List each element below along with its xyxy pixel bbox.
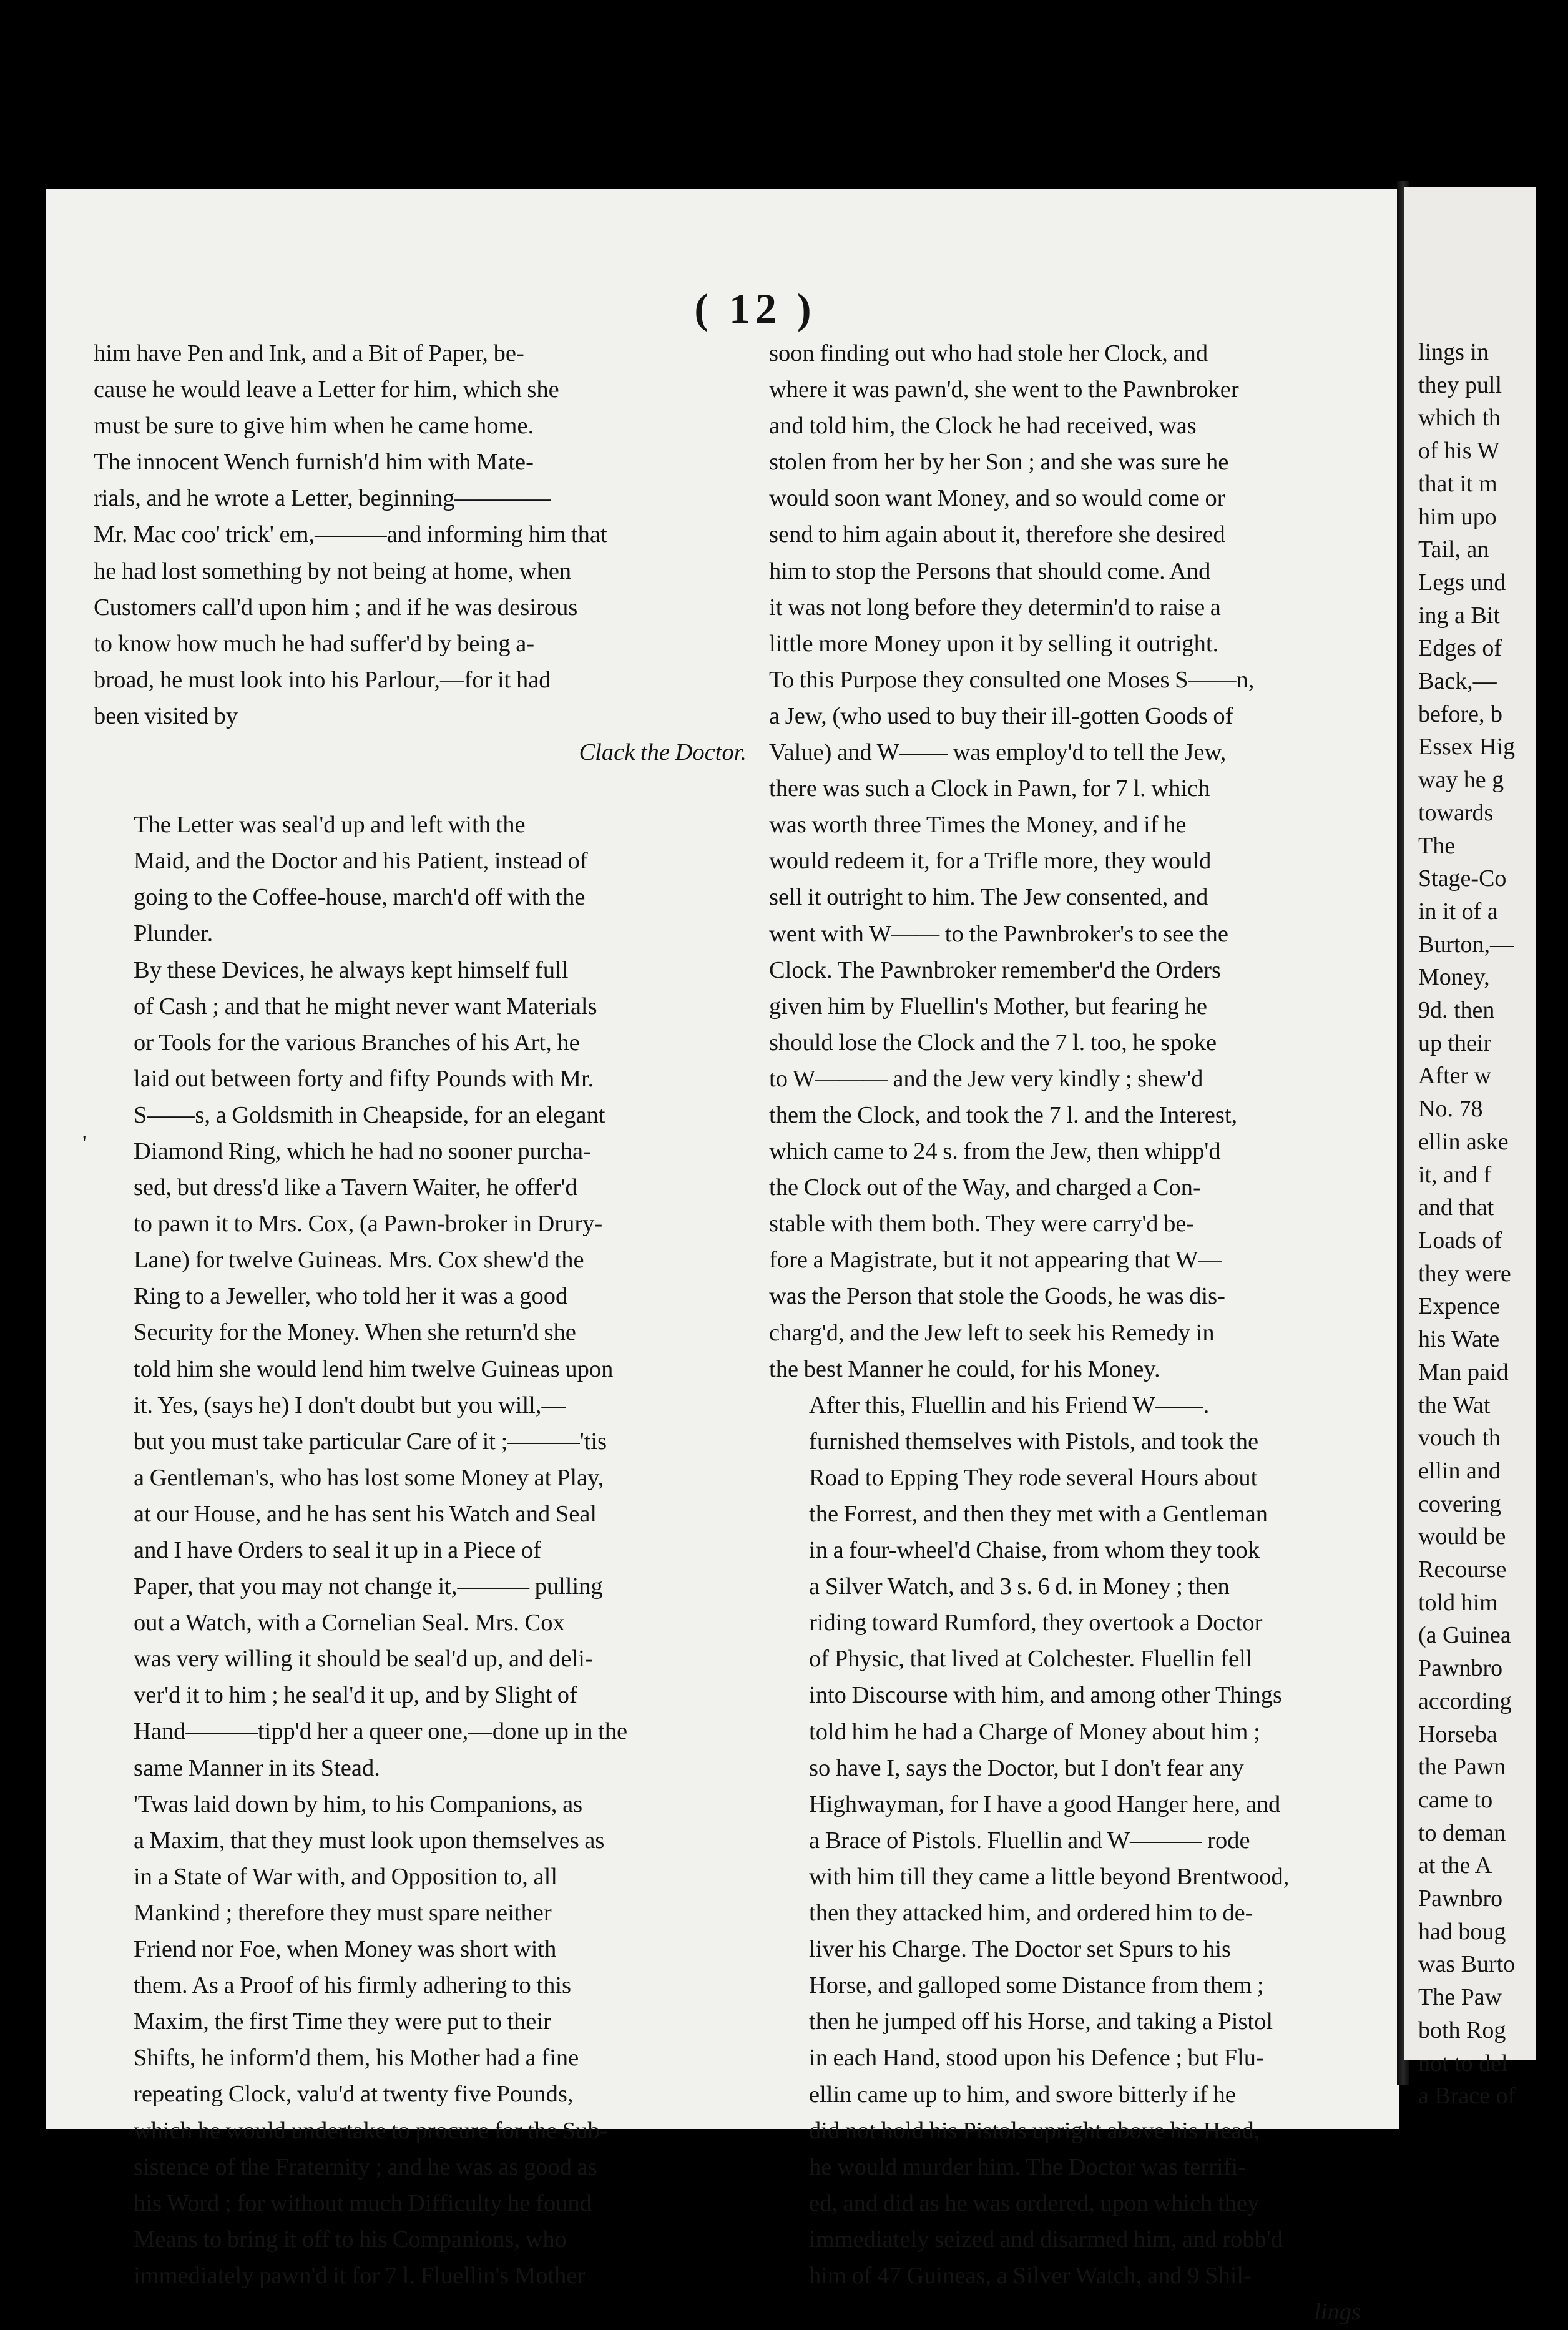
text-line: where it was pawn'd, she went to the Pawnbroker xyxy=(769,376,1239,403)
text-line: charg'd, and the Jew left to seek his Remedy in xyxy=(769,1319,1215,1346)
text-line: not to del xyxy=(1418,2050,1508,2077)
text-line: the Forrest, and then they met with a Gentleman xyxy=(809,1501,1268,1527)
text-line: Legs und xyxy=(1418,569,1506,596)
text-line: Burton,— xyxy=(1418,931,1514,958)
text-line: would be xyxy=(1418,1523,1506,1550)
text-line: his Word ; for without much Difficulty he found xyxy=(134,2190,592,2216)
text-line: ellin and xyxy=(1418,1457,1501,1484)
text-line: Money, xyxy=(1418,964,1490,991)
text-line: it. Yes, (says he) I don't doubt but you will,— xyxy=(134,1392,566,1418)
right-column xyxy=(769,335,1361,2330)
text-line: Tail, an xyxy=(1418,536,1489,563)
text-line: at our House, and he has sent his Watch and Seal xyxy=(134,1500,597,1527)
text-line: both Rog xyxy=(1418,2017,1506,2043)
text-line: Diamond Ring, which he had no sooner purcha- xyxy=(134,1138,591,1164)
text-line: Lane) for twelve Guineas. Mrs. Cox shew'd the xyxy=(134,1247,584,1274)
text-line: riding toward Rumford, they overtook a Doctor xyxy=(809,1610,1263,1636)
text-line: Mr. Mac coo' trick' em,———and informing him that xyxy=(94,521,607,548)
text-line: they were xyxy=(1418,1260,1511,1287)
text-line: of Physic, that lived at Colchester. Fluellin fell xyxy=(809,1646,1253,1673)
text-line: Maid, and the Doctor and his Patient, instead of xyxy=(134,848,588,875)
text-line: After this, Fluellin and his Friend W——. xyxy=(809,1392,1210,1418)
text-line: them. As a Proof of his firmly adhering to this xyxy=(134,1972,572,1999)
text-line: cause he would leave a Letter for him, which she xyxy=(94,376,559,403)
text-line: (a Guinea xyxy=(1418,1622,1511,1649)
text-line: given him by Fluellin's Mother, but fearing he xyxy=(769,993,1207,1020)
page-number: ( 12 ) xyxy=(694,285,816,332)
text-line: a Maxim, that they must look upon themselves as xyxy=(134,1827,605,1854)
text-line: in each Hand, stood upon his Defence ; but Flu- xyxy=(809,2045,1264,2072)
right-paragraph-2 xyxy=(769,1387,1361,2294)
text-line: Pawnbro xyxy=(1418,1655,1503,1682)
text-line: To this Purpose they consulted one Moses S——n, xyxy=(769,666,1255,693)
text-line: stable with them both. They were carry'd be- xyxy=(769,1211,1195,1237)
text-line: sell it outright to him. The Jew consented, and xyxy=(769,884,1208,911)
text-line: Hand———tipp'd her a queer one,—done up in the xyxy=(134,1718,628,1745)
text-line: sed, but dress'd like a Tavern Waiter, he offer'd xyxy=(134,1174,577,1201)
text-line: send to him again about it, therefore she desired xyxy=(769,521,1225,548)
text-line: Highwayman, for I have a good Hanger here, and xyxy=(809,1791,1281,1817)
text-line: The Paw xyxy=(1418,1984,1502,2011)
text-line: came to xyxy=(1418,1786,1493,1813)
text-line: Plunder. xyxy=(134,920,213,947)
text-line: told him xyxy=(1418,1589,1498,1616)
text-line: After w xyxy=(1418,1063,1492,1089)
text-line: Horse, and galloped some Distance from them ; xyxy=(809,1972,1264,1999)
text-line: The innocent Wench furnish'd him with Mate- xyxy=(94,449,534,476)
text-line: broad, he must look into his Parlour,—for it had xyxy=(94,666,551,693)
text-line: up their xyxy=(1418,1030,1492,1056)
text-line: and told him, the Clock he had received, was xyxy=(769,413,1197,440)
text-line: sistence of the Fraternity ; and he was as good as xyxy=(134,2153,597,2180)
left-paragraph-1 xyxy=(94,335,747,734)
text-line: was worth three Times the Money, and if he xyxy=(769,812,1187,838)
text-line: to know how much he had suffer'd by being a- xyxy=(94,630,535,657)
text-line: ellin came up to him, and swore bitterly if he xyxy=(809,2081,1236,2108)
text-line: Expence xyxy=(1418,1293,1500,1320)
text-line: The xyxy=(1418,832,1456,859)
text-line: ing a Bit xyxy=(1418,602,1500,629)
text-line: stolen from her by her Son ; and she was sure he xyxy=(769,449,1229,476)
text-line: his Wate xyxy=(1418,1326,1500,1353)
text-line: Back,— xyxy=(1418,668,1497,695)
text-line: did not hold his Pistols upright above his Head, xyxy=(809,2117,1260,2144)
text-line: the Wat xyxy=(1418,1392,1491,1418)
text-line: into Discourse with him, and among other Things xyxy=(809,1682,1282,1709)
text-line: was very willing it should be seal'd up, and deli- xyxy=(134,1646,593,1673)
left-column xyxy=(94,335,747,2294)
text-line: Customers call'd upon him ; and if he was desirous xyxy=(94,594,578,621)
catchword: lings xyxy=(1314,2299,1361,2326)
text-line: at the A xyxy=(1418,1852,1492,1879)
text-line: a Silver Watch, and 3 s. 6 d. in Money ; then xyxy=(809,1573,1230,1600)
text-line: same Manner in its Stead. xyxy=(134,1754,380,1781)
text-line: would redeem it, for a Trifle more, they would xyxy=(769,848,1212,875)
text-line: him of 47 Guineas, a Silver Watch, and 9 Shil- xyxy=(809,2262,1252,2289)
text-line: Means to bring it off to his Companions, who xyxy=(134,2226,567,2253)
text-line: the Clock out of the Way, and charged a Con- xyxy=(769,1174,1201,1201)
text-line: Loads of xyxy=(1418,1227,1502,1254)
text-line: The Letter was seal'd up and left with the xyxy=(134,812,526,838)
text-line: Edges of xyxy=(1418,635,1502,662)
text-line: little more Money upon it by selling it outright. xyxy=(769,630,1219,657)
text-line: Security for the Money. When she return'd she xyxy=(134,1319,576,1346)
text-line: Friend nor Foe, when Money was short with xyxy=(134,1936,557,1963)
text-line: told him she would lend him twelve Guineas upon xyxy=(134,1355,614,1382)
text-line: Maxim, the first Time they were put to their xyxy=(134,2008,551,2035)
text-line: had boug xyxy=(1418,1918,1506,1945)
text-line: to deman xyxy=(1418,1819,1506,1846)
text-line: furnished themselves with Pistols, and took the xyxy=(809,1428,1259,1455)
text-line: out a Watch, with a Cornelian Seal. Mrs. Cox xyxy=(134,1610,565,1636)
text-line: should lose the Clock and the 7 l. too, he spoke xyxy=(769,1029,1217,1056)
text-line: fore a Magistrate, but it not appearing that W— xyxy=(769,1247,1222,1274)
text-line: there was such a Clock in Pawn, for 7 l. which xyxy=(769,775,1210,802)
text-line: By these Devices, he always kept himself full xyxy=(134,956,569,983)
text-line: then they attacked him, and ordered him to de- xyxy=(809,1900,1253,1927)
text-line: they pull xyxy=(1418,371,1502,398)
text-line: Man paid xyxy=(1418,1359,1509,1385)
text-line: S——s, a Goldsmith in Cheapside, for an elegant xyxy=(134,1101,605,1128)
text-line: a Gentleman's, who has lost some Money at Play, xyxy=(134,1464,604,1491)
text-line: way he g xyxy=(1418,767,1504,794)
text-line: liver his Charge. The Doctor set Spurs to his xyxy=(809,1936,1232,1963)
text-line: Shifts, he inform'd them, his Mother had a fine xyxy=(134,2045,579,2072)
text-line: Clock. The Pawnbroker remember'd the Orders xyxy=(769,956,1221,983)
text-line: Essex Hig xyxy=(1418,734,1516,760)
text-line: to W——— and the Jew very kindly ; shew'd xyxy=(769,1065,1203,1092)
text-line: which came to 24 s. from the Jew, then whipp'd xyxy=(769,1138,1221,1165)
left-paragraph-3 xyxy=(94,952,747,1786)
text-line: Stage-Co xyxy=(1418,865,1507,892)
text-line: and I have Orders to seal it up in a Piece of xyxy=(134,1537,541,1563)
left-paragraph-4 xyxy=(94,1786,747,2294)
text-line: in a four-wheel'd Chaise, from whom they took xyxy=(809,1537,1260,1564)
next-page-edge xyxy=(1404,187,1536,2110)
text-line: covering xyxy=(1418,1490,1501,1517)
paragraph-gap xyxy=(94,770,747,807)
text-line: of Cash ; and that he might never want Materials xyxy=(134,993,597,1020)
text-line: soon finding out who had stole her Clock, and xyxy=(769,340,1208,366)
text-line: Value) and W—— was employ'd to tell the Jew, xyxy=(769,739,1227,766)
text-line: was Burto xyxy=(1418,1951,1516,1978)
text-line: told him he had a Charge of Money about him ; xyxy=(809,1718,1260,1745)
text-line: before, b xyxy=(1418,700,1503,727)
text-line: been visited by xyxy=(94,702,238,729)
text-line: Mankind ; therefore they must spare neither xyxy=(134,1899,552,1926)
text-line: with him till they came a little beyond Brentwood, xyxy=(809,1863,1290,1890)
text-line: it was not long before they determin'd to raise a xyxy=(769,594,1221,621)
text-line: to pawn it to Mrs. Cox, (a Pawn-broker in Drury- xyxy=(134,1211,603,1237)
text-line: laid out between forty and fifty Pounds with Mr. xyxy=(134,1065,594,1092)
right-paragraph-1 xyxy=(769,335,1361,1387)
text-line: him to stop the Persons that should come. And xyxy=(769,558,1211,584)
text-line: them the Clock, and took the 7 l. and the Interest, xyxy=(769,1101,1238,1128)
text-line: which th xyxy=(1418,405,1501,431)
text-line: which he would undertake to procure for the Sub- xyxy=(134,2117,608,2144)
text-line: would soon want Money, and so would come or xyxy=(769,485,1225,512)
text-line: ver'd it to him ; he seal'd it up, and by Slight of xyxy=(134,1682,577,1709)
text-line: rials, and he wrote a Letter, beginning———— xyxy=(94,485,551,512)
text-line: Road to Epping They rode several Hours about xyxy=(809,1464,1258,1491)
text-line: towards xyxy=(1418,799,1494,826)
text-line: Recourse xyxy=(1418,1556,1507,1583)
text-line: 'Twas laid down by him, to his Companions, as xyxy=(134,1791,583,1817)
text-line: immediately pawn'd it for 7 l. Fluellin's Mother xyxy=(134,2262,586,2289)
signature: Clack the Doctor. xyxy=(579,739,747,766)
text-line: a Jew, (who used to buy their ill-gotten Goods of xyxy=(769,702,1233,729)
text-line: lings in xyxy=(1418,339,1489,365)
text-line: him have Pen and Ink, and a Bit of Paper, be- xyxy=(94,340,524,366)
text-line: in a State of War with, and Opposition to, all xyxy=(134,1863,558,1890)
text-line: in it of a xyxy=(1418,898,1498,925)
text-line: the best Manner he could, for his Money. xyxy=(769,1355,1160,1382)
text-line: ed, and did as he was ordered, upon which they xyxy=(809,2190,1260,2216)
text-line: of his W xyxy=(1418,438,1500,465)
text-line: Ring to a Jeweller, who told her it was a good xyxy=(134,1283,568,1310)
text-line: that it m xyxy=(1418,470,1497,497)
text-line: Horseba xyxy=(1418,1721,1497,1748)
left-paragraph-2 xyxy=(94,807,747,951)
text-line: No. 78 xyxy=(1418,1096,1483,1123)
text-line: and that xyxy=(1418,1194,1494,1221)
text-line: a Brace of Pistols. Fluellin and W——— rode xyxy=(809,1827,1250,1854)
text-line: immediately seized and disarmed him, and robb'd xyxy=(809,2226,1283,2253)
text-line: repeating Clock, valu'd at twenty five Pounds, xyxy=(134,2081,574,2108)
next-page-fragment xyxy=(1418,336,1568,2113)
text-line: was the Person that stole the Goods, he was dis- xyxy=(769,1283,1225,1310)
text-line: he would murder him. The Doctor was terrifi- xyxy=(809,2153,1247,2180)
text-line: Paper, that you may not change it,——— pulling xyxy=(134,1573,603,1600)
margin-mark: ' xyxy=(82,1131,87,1156)
text-line: going to the Coffee-house, march'd off with the xyxy=(134,884,586,911)
text-line: went with W—— to the Pawnbroker's to see the xyxy=(769,920,1229,947)
text-line: vouch th xyxy=(1418,1425,1501,1452)
text-line: the Pawn xyxy=(1418,1754,1506,1781)
text-line: Pawnbro xyxy=(1418,1885,1503,1912)
text-line: he had lost something by not being at home, when xyxy=(94,558,572,584)
text-line: so have I, says the Doctor, but I don't fear any xyxy=(809,1754,1244,1781)
text-line: but you must take particular Care of it ;———'tis xyxy=(134,1428,607,1455)
text-line: it, and f xyxy=(1418,1161,1492,1188)
text-line: him upo xyxy=(1418,503,1497,530)
text-line: according xyxy=(1418,1688,1512,1714)
text-line: 9d. then xyxy=(1418,997,1495,1024)
text-line: or Tools for the various Branches of his Art, he xyxy=(134,1029,580,1056)
text-line: then he jumped off his Horse, and taking a Pistol xyxy=(809,2008,1273,2035)
text-line: a Brace of xyxy=(1418,2083,1516,2110)
text-line: ellin aske xyxy=(1418,1128,1509,1155)
text-line: must be sure to give him when he came home. xyxy=(94,413,534,440)
